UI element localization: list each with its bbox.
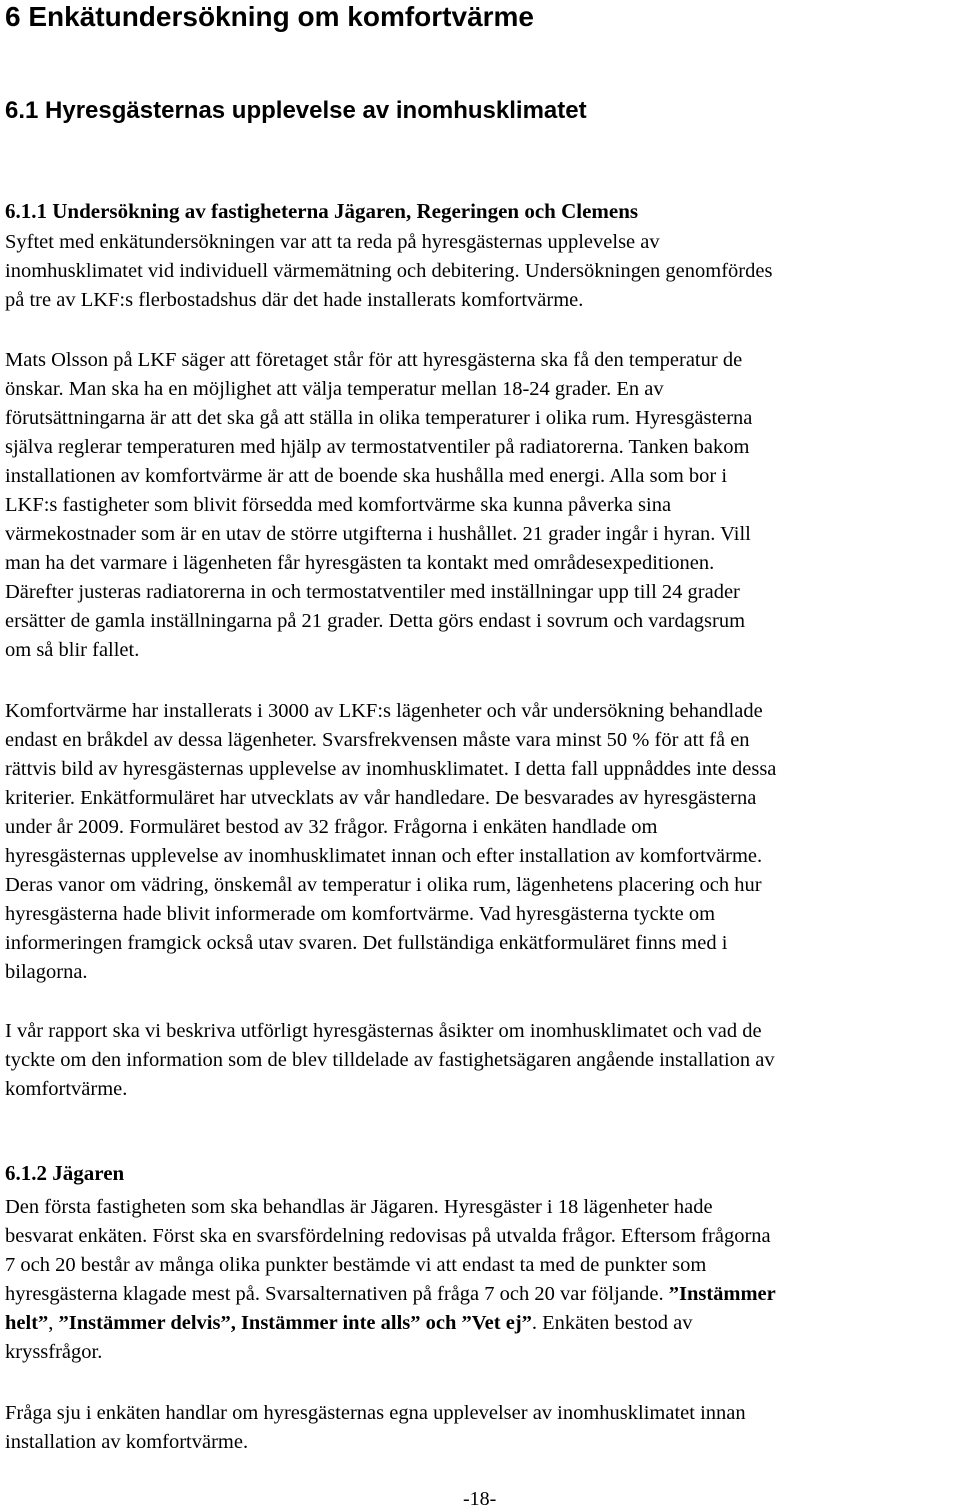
text-line: värmekostnader som är en utav de större utgifterna i hushållet. 21 grader ingår i hyran. Vill <box>5 523 751 545</box>
text-line: informeringen framgick också utav svaren. Det fullständiga enkätformuläret finns med i <box>5 932 728 954</box>
text-line: man ha det varmare i lägenheten får hyresgästen ta kontakt med områdesexpeditionen. <box>5 552 715 574</box>
subsection-heading-1: 6.1.1 Undersökning av fastigheterna Jägaren, Regeringen och Clemens <box>5 199 639 223</box>
text-line: komfortvärme. <box>5 1078 128 1100</box>
text-line: under år 2009. Formuläret bestod av 32 frågor. Frågorna i enkäten handlade om <box>5 816 658 838</box>
bold-answer-option: ”Instämmer <box>668 1283 776 1305</box>
text-line: Därefter justeras radiatorerna in och termostatventiler med inställningar upp till 24 grader <box>5 581 740 603</box>
text-line: LKF:s fastigheter som blivit försedda med komfortvärme ska kunna påverka sina <box>5 494 672 516</box>
text-line <box>5 1280 955 1309</box>
text-line: kriterier. Enkätformuläret har utvecklats av vår handledare. De besvarades av hyresgästerna <box>5 787 757 809</box>
text-line <box>5 1309 955 1338</box>
text-line: hyresgästerna hade blivit informerade om komfortvärme. Vad hyresgästerna tyckte om <box>5 903 716 925</box>
text-line: Mats Olsson på LKF säger att företaget står för att hyresgästerna ska få den temperatur de <box>5 349 743 371</box>
text-line: kryssfrågor. <box>5 1341 103 1363</box>
text-line: rättvis bild av hyresgästernas upplevelse av inomhusklimatet. I detta fall uppnåddes inte dessa <box>5 758 777 780</box>
paragraph-question-seven <box>5 1399 955 1457</box>
text-line: installation av komfortvärme. <box>5 1431 249 1453</box>
page-number: -18- <box>463 1488 497 1510</box>
text-line: bilagorna. <box>5 961 88 983</box>
text-line: Fråga sju i enkäten handlar om hyresgästernas egna upplevelser av inomhusklimatet innan <box>5 1402 746 1424</box>
paragraph-report-aim <box>5 1017 955 1104</box>
text-line: förutsättningarna är att det ska gå att ställa in olika temperaturer i olika rum. Hyresgästerna <box>5 407 753 429</box>
paragraph-lkf-statement <box>5 346 955 665</box>
text-line: 7 och 20 består av många olika punkter bestämde vi att endast ta med de punkter som <box>5 1254 707 1276</box>
paragraph-purpose <box>5 228 955 315</box>
bold-answer-options: ”Instämmer delvis”, Instämmer inte alls” och ”Vet ej” <box>58 1312 532 1334</box>
chapter-heading: 6 Enkätundersökning om komfortvärme <box>5 1 535 32</box>
text-line: Den första fastigheten som ska behandlas är Jägaren. Hyresgäster i 18 lägenheter hade <box>5 1196 713 1218</box>
text-run: , <box>48 1312 59 1334</box>
text-line: besvarat enkäten. Först ska en svarsfördelning redovisas på utvalda frågor. Eftersom frågorna <box>5 1225 771 1247</box>
text-line: ersätter de gamla inställningarna på 21 grader. Detta görs endast i sovrum och vardagsrum <box>5 610 746 632</box>
text-run: hyresgästerna klagade mest på. Svarsalternativen på fråga 7 och 20 var följande. <box>5 1283 669 1305</box>
text-line: önskar. Man ska ha en möjlighet att välja temperatur mellan 18-24 grader. En av <box>5 378 664 400</box>
text-line: på tre av LKF:s flerbostadshus där det hade installerats komfortvärme. <box>5 289 584 311</box>
text-line: I vår rapport ska vi beskriva utförligt hyresgästernas åsikter om inomhusklimatet och vad de <box>5 1020 762 1042</box>
paragraph-jagaren-intro <box>5 1193 955 1367</box>
text-line: inomhusklimatet vid individuell värmemätning och debitering. Undersökningen genomfördes <box>5 260 773 282</box>
paragraph-survey-scope <box>5 697 955 987</box>
subsection-heading-2: 6.1.2 Jägaren <box>5 1161 125 1185</box>
text-run: . Enkäten bestod av <box>531 1312 693 1334</box>
text-line: själva reglerar temperaturen med hjälp av termostatventiler på radiatorerna. Tanken bakom <box>5 436 750 458</box>
section-heading: 6.1 Hyresgästernas upplevelse av inomhusklimatet <box>5 97 587 124</box>
text-line: om så blir fallet. <box>5 639 140 661</box>
text-line: installationen av komfortvärme är att de boende ska hushålla med energi. Alla som bor i <box>5 465 728 487</box>
text-line: endast en bråkdel av dessa lägenheter. Svarsfrekvensen måste vara minst 50 % för att få en <box>5 729 750 751</box>
text-line: tyckte om den information som de blev tilldelade av fastighetsägaren angående installation av <box>5 1049 775 1071</box>
text-line: hyresgästernas upplevelse av inomhusklimatet innan och efter installation av komfortvärme. <box>5 845 763 867</box>
bold-answer-option: helt” <box>5 1312 49 1334</box>
text-line: Deras vanor om vädring, önskemål av temperatur i olika rum, lägenhetens placering och hur <box>5 874 762 896</box>
text-line: Syftet med enkätundersökningen var att ta reda på hyresgästernas upplevelse av <box>5 231 660 253</box>
text-line: Komfortvärme har installerats i 3000 av LKF:s lägenheter och vår undersökning behandlade <box>5 700 763 722</box>
